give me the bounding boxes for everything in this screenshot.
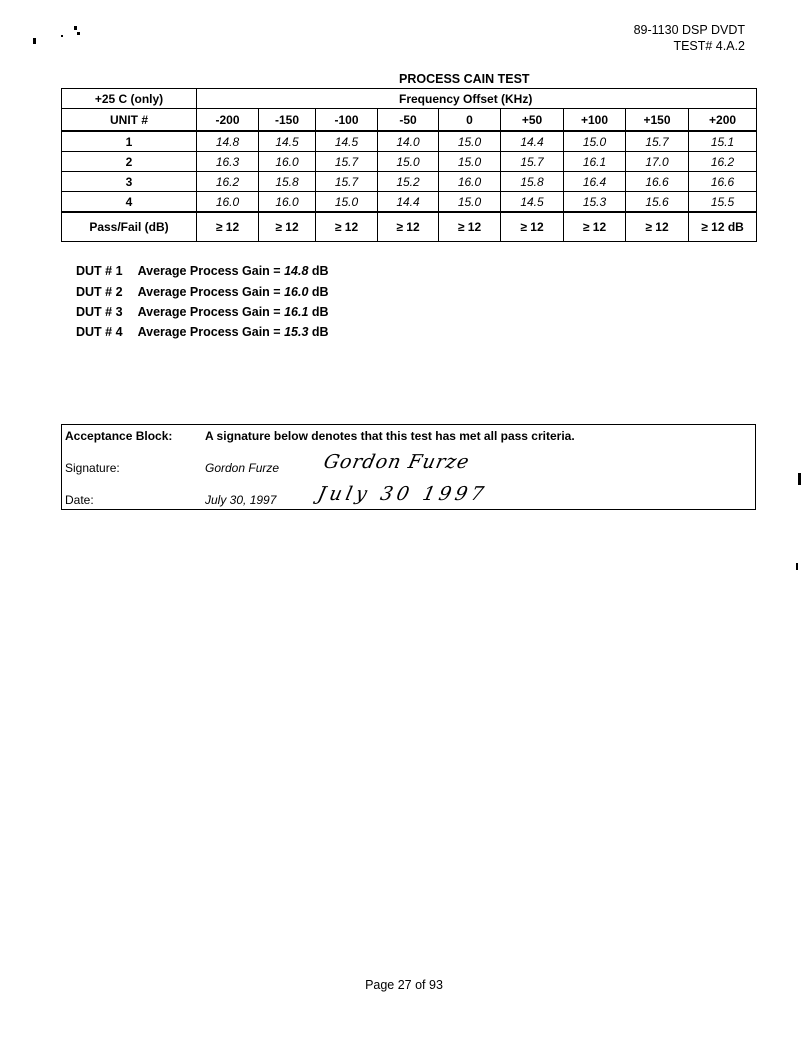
column-header: +150: [626, 109, 689, 132]
gain-cell: 16.2: [197, 172, 259, 192]
gain-cell: 14.5: [259, 131, 316, 152]
pass-fail-cell: ≥ 12: [316, 212, 378, 242]
average-value: 16.1: [284, 305, 309, 319]
date-row: [65, 493, 276, 507]
gain-cell: 15.0: [316, 192, 378, 213]
column-header: +200: [689, 109, 757, 132]
pass-fail-cell: ≥ 12: [564, 212, 626, 242]
column-header: 0: [439, 109, 501, 132]
gain-cell: 15.8: [501, 172, 564, 192]
average-unit: dB: [311, 305, 329, 319]
page-number: Page 27 of 93: [365, 978, 443, 992]
gain-cell: 16.0: [259, 192, 316, 213]
gain-cell: 14.4: [501, 131, 564, 152]
document-number: 89-1130 DSP DVDT: [633, 23, 745, 37]
average-value: 14.8: [284, 264, 309, 278]
acceptance-statement: A signature below denotes that this test has met all pass criteria.: [205, 429, 575, 443]
handwritten-date: July 30 1997: [315, 483, 490, 505]
gain-cell: 14.5: [501, 192, 564, 213]
average-text: Average Process Gain =: [137, 325, 281, 339]
column-header: +100: [564, 109, 626, 132]
gain-cell: 14.0: [378, 131, 439, 152]
gain-cell: 14.4: [378, 192, 439, 213]
date-label: Date:: [65, 493, 94, 507]
gain-cell: 15.1: [689, 131, 757, 152]
column-header: -100: [316, 109, 378, 132]
scan-speck: [61, 35, 63, 37]
column-header-row: [62, 109, 757, 132]
acceptance-block: [61, 424, 756, 510]
pass-fail-cell: ≥ 12: [259, 212, 316, 242]
gain-cell: 16.6: [689, 172, 757, 192]
table-row: [62, 131, 757, 152]
gain-cell: 14.8: [197, 131, 259, 152]
pass-fail-cell: ≥ 12: [197, 212, 259, 242]
gain-cell: 15.7: [626, 131, 689, 152]
gain-cell: 15.0: [439, 192, 501, 213]
process-gain-table: [61, 88, 757, 242]
gain-cell: 16.0: [197, 192, 259, 213]
dut-label: DUT # 2: [76, 285, 123, 299]
dut-label: DUT # 3: [76, 305, 123, 319]
gain-cell: 15.7: [501, 152, 564, 172]
signature-row: [65, 461, 279, 475]
gain-cell: 15.6: [626, 192, 689, 213]
table-row: [62, 172, 757, 192]
average-value: 16.0: [284, 285, 309, 299]
pass-fail-cell: ≥ 12: [439, 212, 501, 242]
gain-cell: 15.0: [439, 131, 501, 152]
column-header: -150: [259, 109, 316, 132]
average-unit: dB: [311, 325, 329, 339]
date-value: July 30, 1997: [205, 493, 277, 507]
gain-cell: 16.1: [564, 152, 626, 172]
signature-label: Signature:: [65, 461, 120, 475]
pass-fail-cell: ≥ 12: [626, 212, 689, 242]
average-text: Average Process Gain =: [137, 305, 281, 319]
unit-cell: 3: [62, 172, 197, 192]
unit-header: UNIT #: [62, 109, 197, 132]
average-value: 15.3: [284, 325, 309, 339]
gain-cell: 15.7: [316, 152, 378, 172]
average-gain-line: [76, 285, 329, 299]
average-gain-line: [76, 325, 329, 339]
column-header: -50: [378, 109, 439, 132]
gain-cell: 15.0: [439, 152, 501, 172]
gain-cell: 16.6: [626, 172, 689, 192]
column-header: -200: [197, 109, 259, 132]
table-row: [62, 192, 757, 213]
pass-fail-cell: ≥ 12: [501, 212, 564, 242]
unit-cell: 1: [62, 131, 197, 152]
test-number: TEST# 4.A.2: [673, 39, 745, 53]
frequency-offset-header: Frequency Offset (KHz): [197, 89, 757, 109]
average-text: Average Process Gain =: [137, 264, 281, 278]
dut-label: DUT # 1: [76, 264, 123, 278]
gain-cell: 14.5: [316, 131, 378, 152]
average-gain-line: [76, 264, 329, 278]
scan-speck: [77, 32, 80, 35]
average-text: Average Process Gain =: [137, 285, 281, 299]
gain-cell: 15.7: [316, 172, 378, 192]
pass-fail-cell: ≥ 12 dB: [689, 212, 757, 242]
gain-cell: 15.8: [259, 172, 316, 192]
gain-cell: 16.2: [689, 152, 757, 172]
pass-fail-cell: ≥ 12: [378, 212, 439, 242]
average-gain-line: [76, 305, 329, 319]
dut-label: DUT # 4: [76, 325, 123, 339]
column-header: +50: [501, 109, 564, 132]
unit-cell: 2: [62, 152, 197, 172]
unit-cell: 4: [62, 192, 197, 213]
scan-speck: [798, 473, 801, 485]
gain-cell: 15.0: [564, 131, 626, 152]
gain-cell: 15.3: [564, 192, 626, 213]
scan-speck: [33, 38, 36, 44]
gain-cell: 15.2: [378, 172, 439, 192]
acceptance-label: Acceptance Block:: [65, 429, 173, 443]
gain-cell: 16.4: [564, 172, 626, 192]
gain-cell: 15.0: [378, 152, 439, 172]
scan-speck: [74, 26, 77, 30]
gain-cell: 15.5: [689, 192, 757, 213]
condition-row: [62, 89, 757, 109]
average-unit: dB: [311, 285, 329, 299]
condition-label: +25 C (only): [62, 89, 197, 109]
pass-fail-label: Pass/Fail (dB): [62, 212, 197, 242]
acceptance-header: [65, 429, 575, 443]
gain-cell: 17.0: [626, 152, 689, 172]
table-row: [62, 152, 757, 172]
table-title: PROCESS CAIN TEST: [399, 72, 530, 86]
handwritten-signature: Gordon Furze: [321, 451, 472, 473]
average-unit: dB: [311, 264, 329, 278]
gain-cell: 16.0: [259, 152, 316, 172]
gain-cell: 16.0: [439, 172, 501, 192]
signature-name: Gordon Furze: [205, 461, 280, 475]
gain-cell: 16.3: [197, 152, 259, 172]
scan-speck: [796, 563, 798, 570]
pass-fail-row: [62, 212, 757, 242]
